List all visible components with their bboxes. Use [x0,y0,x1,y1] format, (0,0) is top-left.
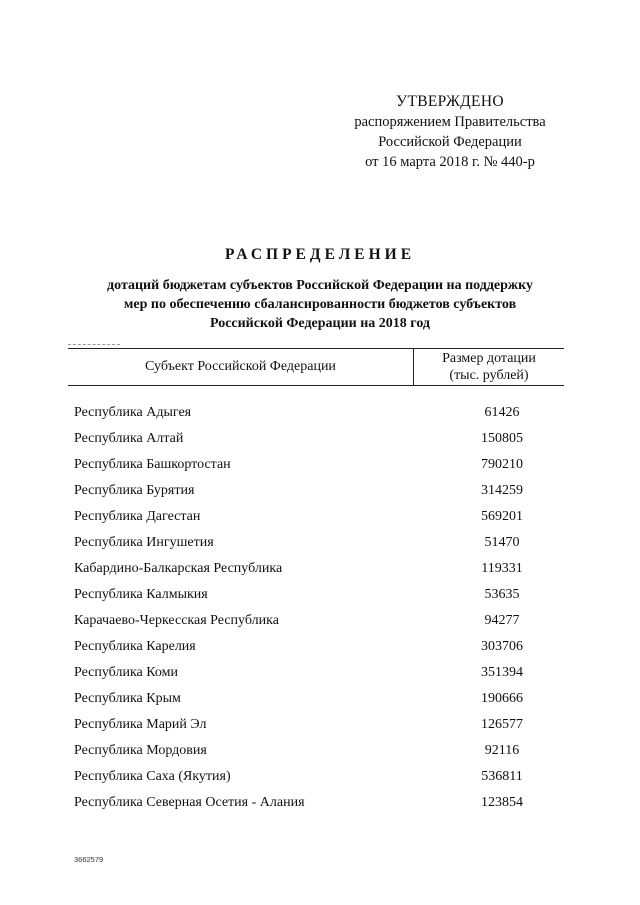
subsidy-amount: 150805 [481,431,523,446]
subsidy-amount: 123854 [481,795,523,810]
table-row [72,738,552,764]
subsidy-amount: 53635 [484,587,520,602]
table-row [72,556,552,582]
approval-line-1: распоряжением Правительства [354,114,546,130]
subsidy-amount: 126577 [481,717,523,732]
table-row [72,530,552,556]
approval-line-2: Российской Федерации [378,134,522,150]
table-row [72,608,552,634]
subject-name: Республика Калмыкия [74,587,208,602]
table-row [72,790,552,816]
subject-name: Республика Марий Эл [74,717,207,732]
table-row [72,686,552,712]
subsidy-amount: 119331 [481,561,523,576]
table-row [72,582,552,608]
table-row [72,764,552,790]
subtitle-line-1: дотаций бюджетам субъектов Российской Федерации на поддержку [107,278,533,293]
subject-name: Карачаево-Черкесская Республика [74,613,279,628]
subject-name: Республика Коми [74,665,178,680]
subject-name: Республика Мордовия [74,743,207,758]
subsidy-amount: 569201 [481,509,523,524]
table-row [72,426,552,452]
header-subject: Субъект Российской Федерации [145,359,336,374]
subsidy-amount: 51470 [484,535,520,550]
subtitle-line-3: Российской Федерации на 2018 год [209,316,430,331]
subject-name: Республика Башкортостан [74,457,231,472]
subject-name: Республика Адыгея [74,405,192,420]
table-body [72,400,552,816]
approval-stamp: УТВЕРЖДЕНО [396,93,504,110]
subsidy-amount: 536811 [481,769,523,784]
approval-line-3: от 16 марта 2018 г. № 440-р [365,154,535,170]
subsidy-amount: 94277 [484,613,520,628]
table-row [72,634,552,660]
subject-name: Республика Саха (Якутия) [74,769,231,784]
header-amount [414,349,564,385]
document-subtitle [70,276,570,333]
subject-name: Республика Северная Осетия - Алания [74,795,305,810]
document-number: 3662579 [74,855,104,864]
subsidy-amount: 351394 [481,665,523,680]
table-row [72,712,552,738]
subject-name: Республика Карелия [74,639,196,654]
subsidy-amount: 61426 [484,405,520,420]
table-row [72,400,552,426]
table-row [72,478,552,504]
header-amount-line-1: Размер дотации [442,351,536,366]
scan-artifact-line [68,344,120,345]
subject-name: Республика Крым [74,691,181,706]
table-row [72,452,552,478]
subject-name: Республика Ингушетия [74,535,214,550]
approval-block [340,92,560,172]
subtitle-line-2: мер по обеспечению сбалансированности бюджетов субъектов [123,297,517,312]
document-title: РАСПРЕДЕЛЕНИЕ [224,246,416,263]
table-row [72,660,552,686]
subsidy-amount: 303706 [481,639,523,654]
header-amount-line-2: (тыс. рублей) [449,368,529,383]
subsidy-amount: 92116 [484,743,520,758]
table-header [68,348,564,386]
subsidy-amount: 790210 [481,457,523,472]
subsidy-amount: 190666 [481,691,523,706]
subject-name: Кабардино-Балкарская Республика [74,561,283,576]
subject-name: Республика Алтай [74,431,184,446]
subsidy-amount: 314259 [481,483,523,498]
table-row [72,504,552,530]
subject-name: Республика Дагестан [74,509,201,524]
subject-name: Республика Бурятия [74,483,195,498]
